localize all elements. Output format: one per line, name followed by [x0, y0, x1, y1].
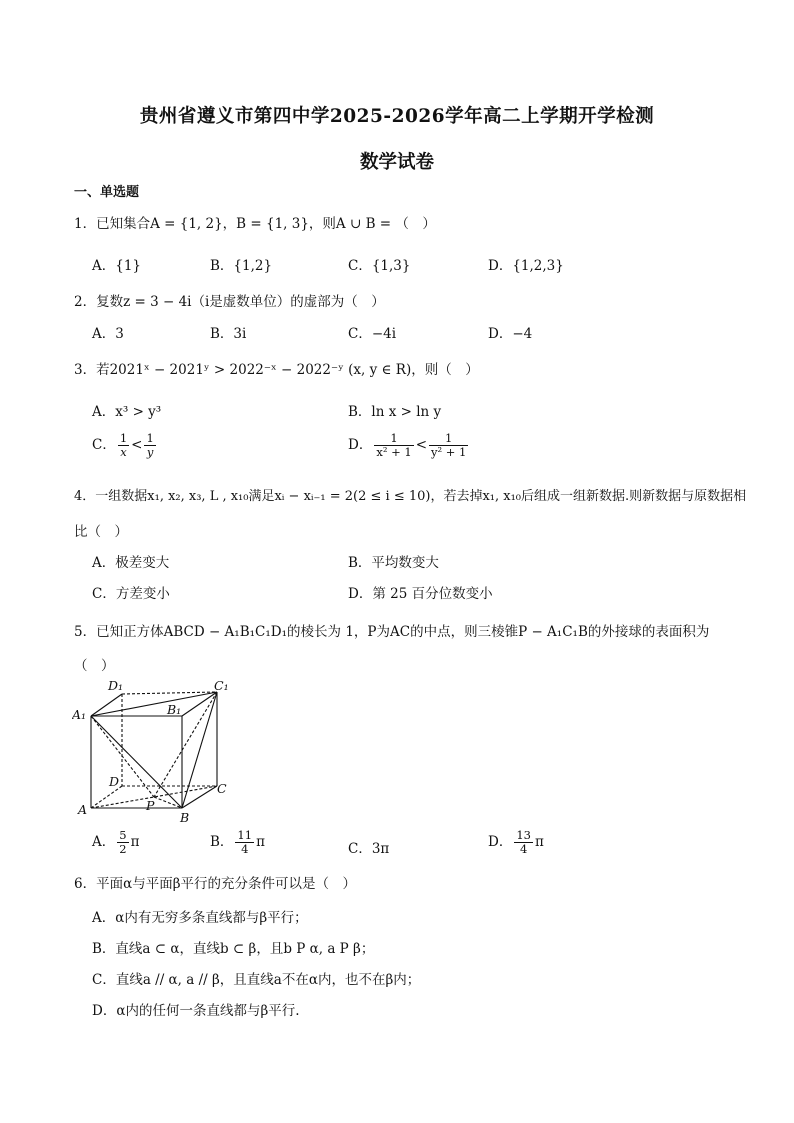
question-5-option-c: C．3π — [348, 841, 390, 857]
question-5-option-d: D． $\frac{13}{4}$ π — [488, 828, 544, 857]
question-2-option-c: C．−4i — [348, 326, 397, 342]
seg-c1-p — [154, 692, 217, 797]
diag-a1-b — [91, 716, 182, 808]
label-a1: A₁ — [72, 707, 87, 722]
diag-a1-c1 — [91, 692, 217, 716]
question-4-stem-line1: 4．一组数据x₁, x₂, x₃, L , x₁₀满足xᵢ − xᵢ₋₁ = 2(2 ≤ i ≤ 10)，若去掉x₁, x₁₀后组成一组新数据.则新数据与原数据相 — [74, 489, 747, 504]
question-3-option-d — [348, 432, 470, 459]
label-c1: C₁ — [214, 678, 229, 693]
label-a: A — [78, 802, 88, 817]
question-5-option-b: B． $\frac{11}{4}$ π — [210, 828, 265, 857]
cube-figure — [72, 676, 242, 826]
edge-a-d — [91, 786, 122, 808]
question-1-option-b: B．{1,2} — [210, 258, 273, 274]
question-4-option-b: B．平均数变大 — [348, 555, 439, 571]
label-d: D — [109, 774, 120, 789]
question-6-stem: 6．平面α与平面β平行的充分条件可以是（ ） — [74, 876, 357, 892]
section-heading: 一、单选题 — [74, 185, 140, 200]
question-1-stem: 1．已知集合A = {1, 2}，B = {1, 3}，则A ∪ B = （ ） — [74, 216, 436, 232]
question-6-option-c: C．直线a // α, a // β，且直线a不在α内，也不在β内； — [92, 972, 421, 988]
label-p: P — [146, 798, 155, 813]
question-4-option-a: A．极差变大 — [92, 555, 170, 571]
edge-d1-c1 — [122, 692, 217, 694]
option-label: C． — [92, 437, 116, 454]
question-6-option-b: B．直线a ⊂ α，直线b ⊂ β，且b P α, a P β； — [92, 941, 375, 957]
question-1-option-a: A．{1} — [92, 258, 142, 274]
question-3-option-c — [92, 432, 158, 459]
option-label: D． — [348, 437, 373, 454]
question-6-option-a: A．α内有无穷多条直线都与β平行； — [92, 910, 308, 926]
page-title: 贵州省遵义市第四中学2025-2026学年高二上学期开学检测 — [139, 106, 655, 127]
question-5-stem-line2: （ ） — [74, 658, 115, 674]
fraction: $\frac{1}{\text{y² + 1}}$ — [431, 431, 467, 460]
question-3-stem: 3．若2021ˣ − 2021ʸ > 2022⁻ˣ − 2022⁻ʸ (x, y ∈ R)，则（ ） — [74, 362, 479, 378]
fraction: $\frac{1}{y}$ — [146, 431, 154, 460]
relation: < — [131, 437, 143, 454]
question-2-stem: 2．复数z = 3 − 4i（i是虚数单位）的虚部为（ ） — [74, 294, 385, 310]
question-3-option-b: B．ln x > ln y — [348, 404, 442, 420]
diag-c1-b — [182, 692, 217, 808]
question-3-option-a: A．x³ > y³ — [92, 404, 162, 420]
question-1-option-c: C．{1,3} — [348, 258, 411, 274]
label-c: C — [217, 781, 227, 796]
question-5-stem-line1: 5．已知正方体ABCD − A₁B₁C₁D₁的棱长为 1，P为AC的中点，则三棱锥P − A₁C₁B的外接球的表面积为 — [74, 624, 710, 640]
question-2-option-a: A．3 — [92, 326, 124, 342]
label-b: B — [180, 810, 190, 825]
page-subtitle: 数学试卷 — [359, 152, 434, 173]
relation: < — [415, 437, 427, 454]
question-6-option-d: D．α内的任何一条直线都与β平行. — [92, 1003, 300, 1019]
question-2-option-d: D．−4 — [488, 326, 533, 342]
question-5-option-a: A． $\frac{5}{2}$ π — [92, 828, 140, 857]
label-b1: B₁ — [167, 702, 182, 717]
question-4-stem-line2: 比（ ） — [74, 524, 128, 540]
question-4-option-c: C．方差变小 — [92, 586, 170, 602]
label-d1: D₁ — [108, 678, 124, 693]
fraction: $\frac{1}{\text{x² + 1}}$ — [376, 431, 412, 460]
question-4-option-d: D．第 25 百分位数变小 — [348, 586, 493, 602]
question-2-option-b: B．3i — [210, 326, 247, 342]
seg-p-b — [154, 797, 182, 808]
question-1-option-d: D．{1,2,3} — [488, 258, 564, 274]
fraction: $\frac{1}{x}$ — [119, 431, 128, 460]
